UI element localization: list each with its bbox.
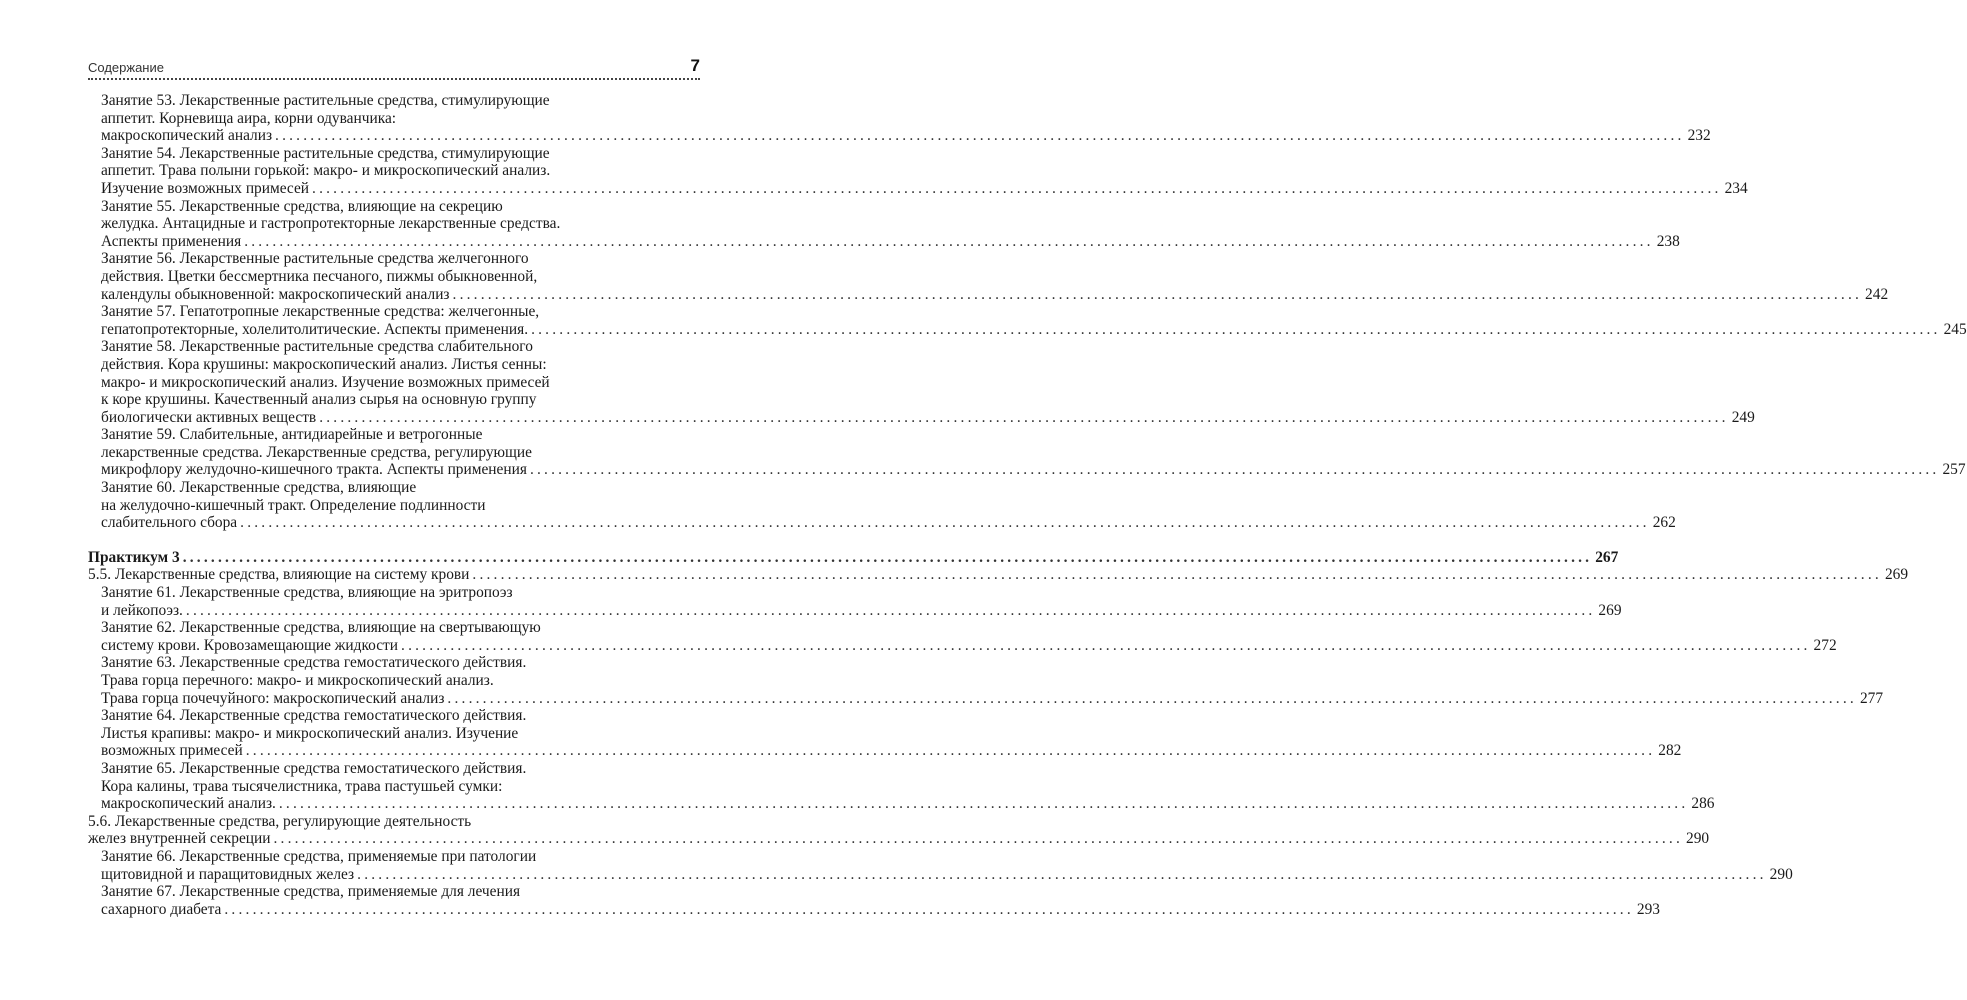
toc-entry[interactable] [88, 144, 1748, 198]
toc-entry-last-line [101, 795, 1715, 813]
toc-entry-line: Занятие 62. Лекарственные средства, влияющие на свертывающую [101, 619, 541, 637]
toc-entry-last-line [101, 232, 1680, 251]
toc-entry-last-line [101, 461, 1966, 479]
toc-entry-last-line [101, 636, 1837, 655]
toc-entry-line: лекарственные средства. Лекарственные средства, регулирующие [101, 443, 532, 461]
dot-leader: ........................................................................................................................................................................................................ [275, 127, 1685, 145]
toc-entry-last-line [101, 408, 1755, 427]
toc-entry-line: сахарного диабета [101, 900, 222, 918]
toc-page-number: 242 [1865, 285, 1889, 303]
dot-leader: ........................................................................................................................................................................................................ [357, 865, 1767, 883]
toc-entry-line: макроскопический анализ [101, 127, 273, 145]
toc-entry-line: Занятие 63. Лекарственные средства гемостатического действия. [101, 654, 527, 672]
dot-leader: ........................................................................................................................................................................................................ [312, 179, 1722, 197]
toc-entry-line: Занятие 56. Лекарственные растительные средства желчегонного [101, 250, 529, 268]
dot-leader: ........................................................................................................................................................................................................ [472, 566, 1882, 584]
toc-entry-line: 5.5. Лекарственные средства, влияющие на систему крови [88, 566, 470, 584]
toc-entry[interactable] [88, 566, 1909, 584]
toc-entry-line: Занятие 61. Лекарственные средства, влияющие на эритропоэз [101, 584, 513, 602]
toc-entry-line: Занятие 67. Лекарственные средства, применяемые для лечения [101, 883, 521, 901]
toc-entry-line: Трава горца почечуйного: макроскопический анализ [101, 689, 445, 707]
toc-entry-line: 5.6. Лекарственные средства, регулирующие деятельность [88, 812, 472, 830]
toc-entry-last-line [101, 320, 1967, 339]
toc-entry-line: Занятие 60. Лекарственные средства, влияющие [101, 479, 417, 497]
toc-entry-line: Кора калины, трава тысячелистника, трава пастушьей сумки: [101, 777, 503, 795]
toc-entry-line: Занятие 54. Лекарственные растительные средства, стимулирующие [101, 144, 550, 162]
toc-entry[interactable] [88, 426, 1966, 479]
toc-entry-last-line [88, 830, 1710, 848]
toc-entry-line: Трава горца перечного: макро- и микроскопический анализ. [101, 672, 494, 689]
toc-entry-line: действия. Кора крушины: макроскопический анализ. Листья сенны: [101, 355, 547, 373]
toc-entry[interactable] [88, 92, 1711, 145]
toc-page-number: 249 [1731, 408, 1755, 426]
toc-page-number: 286 [1691, 795, 1715, 813]
dot-leader: ........................................................................................................................................................................................................ [319, 408, 1729, 426]
dot-leader: ........................................................................................................................................................................................................ [185, 601, 1596, 619]
toc-entry-line: аппетит. Корневища аира, корни одуванчика: [101, 109, 397, 127]
toc-entry-line: слабительного сбора [101, 514, 238, 532]
toc-entry-line: Занятие 53. Лекарственные растительные средства, стимулирующие [101, 92, 550, 109]
toc-entry[interactable] [88, 548, 1619, 567]
toc-entry[interactable] [88, 883, 1660, 918]
toc-entry-line: Занятие 58. Лекарственные растительные средства слабительного [101, 338, 533, 356]
toc-page-number: 245 [1943, 320, 1967, 338]
toc-entry-last-line [101, 689, 1884, 708]
running-header [88, 56, 700, 82]
toc-entry-line: возможных примесей [101, 742, 243, 760]
toc-entry-line: и лейкопоэз. [101, 601, 183, 619]
toc-page-number: 262 [1652, 514, 1676, 532]
toc-entry-line: желудка. Антацидные и гастропротекторные лекарственные средства. [101, 215, 561, 233]
toc-entry-line: систему крови. Кровозамещающие жидкости [101, 636, 399, 654]
toc-entry-line: макро- и микроскопический анализ. Изучение возможных примесей [101, 373, 550, 391]
toc-entry-line: Занятие 57. Гепатотропные лекарственные средства: желчегонные, [101, 303, 540, 321]
toc-page-number: 269 [1598, 601, 1622, 619]
toc-entry[interactable] [88, 303, 1967, 338]
toc-entry-last-line [101, 742, 1682, 760]
toc-page-number: 267 [1595, 548, 1619, 566]
dot-leader: ........................................................................................................................................................................................................ [182, 548, 1593, 566]
toc-page-number: 290 [1769, 865, 1793, 883]
toc-entry-line: Занятие 59. Слабительные, антидиарейные и ветрогонные [101, 426, 483, 444]
toc-entry-line: гепатопротекторные, холелитолитические. Аспекты применения. [101, 320, 529, 338]
section-title: Содержание [88, 60, 164, 75]
dot-leader: ........................................................................................................................................................................................................ [531, 320, 1941, 338]
toc-entry-line: Занятие 66. Лекарственные средства, применяемые при патологии [101, 847, 537, 865]
toc-entry-last-line [101, 179, 1748, 198]
toc-entry[interactable] [88, 338, 1755, 426]
toc-entry[interactable] [88, 812, 1710, 848]
dot-leader: ........................................................................................................................................................................................................ [447, 689, 1857, 707]
table-of-contents [88, 92, 1967, 918]
toc-entry-line: аппетит. Трава полыни горькой: макро- и микроскопический анализ. [101, 162, 551, 180]
dot-leader: ........................................................................................................................................................................................................ [224, 900, 1634, 918]
toc-page-number: 232 [1687, 127, 1711, 145]
toc-entry-line: щитовидной и паращитовидных желез [101, 865, 355, 883]
toc-entry[interactable] [88, 584, 1622, 619]
dot-leader: ........................................................................................................................................................................................................ [273, 830, 1684, 848]
toc-entry-last-line [88, 566, 1909, 584]
toc-entry-last-line [101, 900, 1660, 919]
toc-entry[interactable] [88, 197, 1680, 251]
toc-entry[interactable] [88, 654, 1884, 707]
toc-entry-line: на желудочно-кишечный тракт. Определение подлинности [101, 496, 486, 514]
toc-entry-line: календулы обыкновенной: макроскопический анализ [101, 285, 450, 303]
toc-entry-line: Изучение возможных примесей [101, 179, 310, 197]
header-dotted-rule [88, 78, 700, 80]
toc-entry-line: макроскопический анализ. [101, 795, 276, 813]
toc-entry-last-line [101, 285, 1889, 304]
toc-entry[interactable] [88, 759, 1715, 813]
toc-page-number: 272 [1813, 636, 1837, 654]
dot-leader: ........................................................................................................................................................................................................ [452, 285, 1863, 303]
toc-entry-line: к коре крушины. Качественный анализ сырья на основную группу [101, 391, 537, 409]
toc-entry-line: желез внутренней секреции [88, 830, 271, 848]
toc-entry[interactable] [88, 619, 1837, 654]
toc-page-number: 293 [1636, 900, 1660, 918]
toc-page-number: 290 [1686, 830, 1710, 848]
dot-leader: ........................................................................................................................................................................................................ [278, 795, 1689, 813]
toc-page-number: 269 [1884, 566, 1909, 584]
dot-leader: ........................................................................................................................................................................................................ [240, 514, 1650, 532]
toc-entry-line: Занятие 65. Лекарственные средства гемостатического действия. [101, 759, 527, 777]
dot-leader: ........................................................................................................................................................................................................ [244, 232, 1654, 250]
toc-entry-line: Аспекты применения [101, 232, 242, 250]
toc-entry-line: Занятие 64. Лекарственные средства гемостатического действия. [101, 707, 527, 725]
dot-leader: ........................................................................................................................................................................................................ [245, 742, 1656, 760]
dot-leader: ........................................................................................................................................................................................................ [529, 461, 1940, 479]
toc-page-number: 282 [1658, 742, 1682, 760]
toc-entry-last-line [88, 548, 1619, 567]
toc-entry-line: Практикум 3 [88, 548, 180, 566]
toc-entry[interactable] [88, 847, 1793, 883]
toc-entry-last-line [101, 514, 1676, 532]
page-number: 7 [690, 56, 700, 75]
toc-page-number: 257 [1942, 461, 1966, 479]
toc-entry-last-line [101, 127, 1711, 145]
toc-spacer [88, 532, 700, 549]
toc-entry-line: микрофлору желудочно-кишечного тракта. Аспекты применения [101, 461, 527, 479]
toc-entry[interactable] [88, 479, 1676, 532]
toc-entry-line: Занятие 55. Лекарственные средства, влияющие на секрецию [101, 197, 503, 215]
toc-entry-line: Листья крапивы: макро- и микроскопический анализ. Изучение [101, 724, 519, 742]
toc-entry-last-line [101, 865, 1793, 884]
dot-leader: ........................................................................................................................................................................................................ [401, 636, 1811, 654]
toc-page-number: 234 [1724, 179, 1748, 197]
toc-entry-line: биологически активных веществ [101, 408, 317, 426]
toc-entry-last-line [101, 601, 1622, 620]
toc-entry[interactable] [88, 707, 1682, 760]
toc-page-number: 277 [1859, 689, 1884, 707]
toc-entry-line: действия. Цветки бессмертника песчаного, пижмы обыкновенной, [101, 267, 538, 285]
toc-page-number: 238 [1656, 232, 1680, 250]
toc-entry[interactable] [88, 250, 1889, 303]
